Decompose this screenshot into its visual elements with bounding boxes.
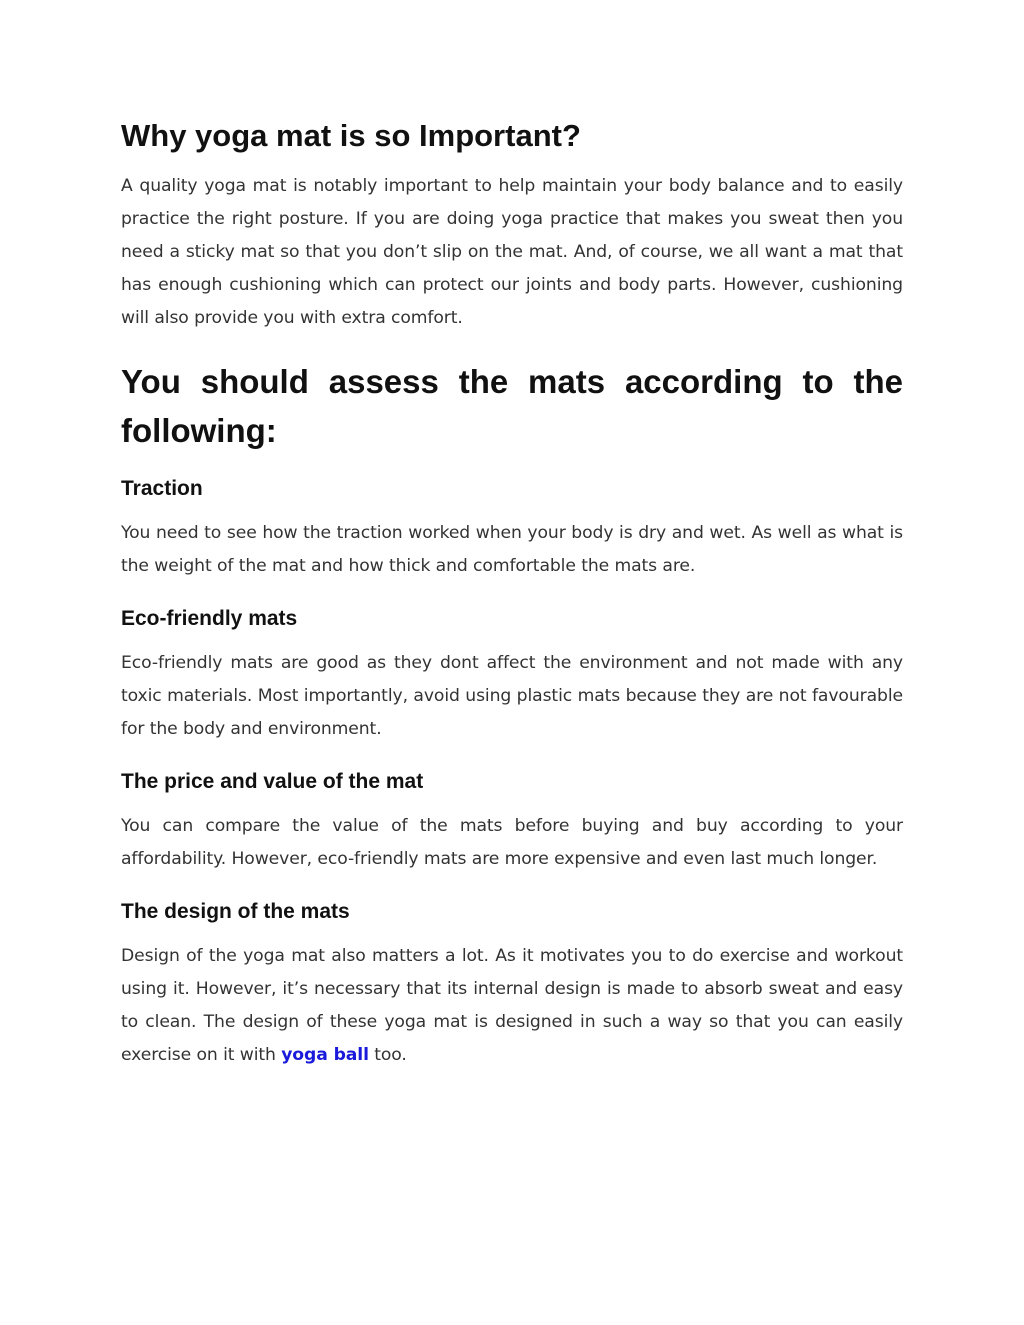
document-page [121, 112, 903, 1094]
assess-heading: You should assess the mats according to the following: [121, 363, 903, 449]
design-heading: The design of the mats [121, 900, 350, 923]
design-paragraph [121, 940, 903, 1072]
page-title: Why yoga mat is so Important? [121, 118, 581, 153]
price-heading: The price and value of the mat [121, 770, 424, 793]
eco-heading: Eco-friendly mats [121, 607, 298, 630]
design-text-before-link: Design of the yoga mat also matters a lot. As it motivates you to do exercise and workout using it. However, it’s necessary that its internal design is made to absorb sweat and easy to clean. The design of these yoga mat is designed in such a way so that you can easily exercise on it with [121, 946, 903, 1065]
eco-paragraph: Eco-friendly mats are good as they dont affect the environment and not made with any toxic materials. Most importantly, avoid using plastic mats because they are not favourable for the body and environment. [121, 653, 903, 739]
traction-heading: Traction [121, 477, 203, 500]
yoga-ball-link[interactable]: yoga ball [281, 1045, 369, 1065]
price-paragraph: You can compare the value of the mats before buying and buy according to your affordability. However, eco-friendly mats are more expensive and even last much longer. [121, 816, 903, 869]
intro-paragraph: A quality yoga mat is notably important to help maintain your body balance and to easily practice the right posture. If you are doing yoga practice that makes you sweat then you need a sticky mat so that you don’t slip on the mat. And, of course, we all want a mat that has enough cushioning which can protect our joints and body parts. However, cushioning will also provide you with extra comfort. [121, 176, 903, 328]
design-text-after-link: too. [368, 1045, 407, 1065]
traction-paragraph: You need to see how the traction worked when your body is dry and wet. As well as what is the weight of the mat and how thick and comfortable the mats are. [121, 523, 903, 576]
